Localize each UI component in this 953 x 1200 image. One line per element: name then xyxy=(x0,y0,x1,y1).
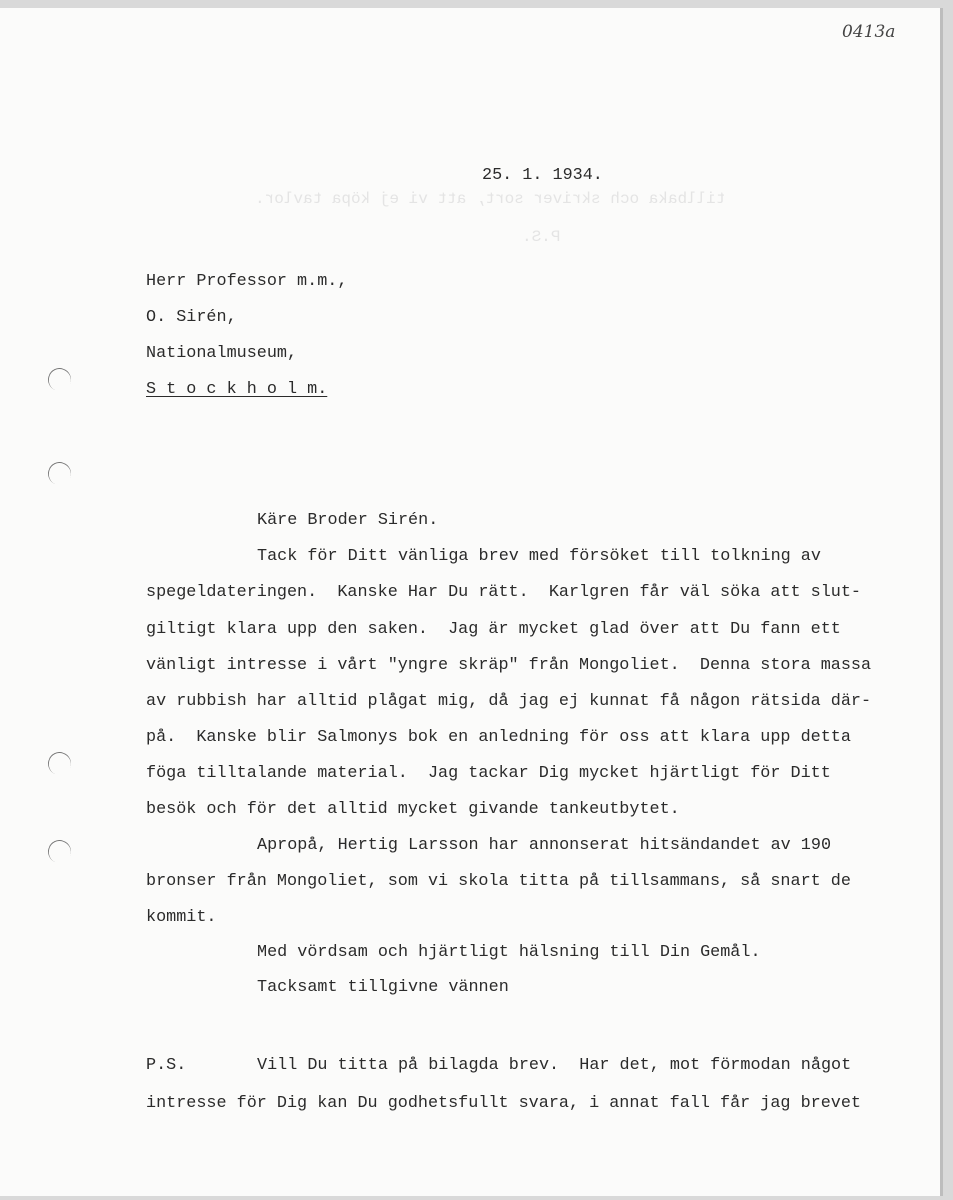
body-line: besök och för det alltid mycket givande tankeutbytet. xyxy=(146,800,680,819)
body-line: giltigt klara upp den saken. Jag är mycket glad över att Du fann ett xyxy=(146,620,841,639)
body-line: Tack för Ditt vänliga brev med försöket till tolkning av xyxy=(257,547,821,566)
closing-line: Tacksamt tillgivne vännen xyxy=(257,978,509,997)
address-line: O. Sirén, xyxy=(146,308,237,327)
body-line: vänligt intresse i vårt "yngre skräp" från Mongoliet. Denna stora massa xyxy=(146,656,872,675)
ps-line: Vill Du titta på bilagda brev. Har det, mot förmodan något xyxy=(257,1056,852,1075)
bleed-through-text: P.S. xyxy=(522,228,561,246)
body-line: av rubbish har alltid plågat mig, då jag ej kunnat få någon rätsida där- xyxy=(146,692,872,711)
body-line: kommit. xyxy=(146,908,217,927)
catalog-number: 0413a xyxy=(842,22,896,42)
letter-date: 25. 1. 1934. xyxy=(482,166,603,185)
body-line: Apropå, Hertig Larsson har annonserat hitsändandet av 190 xyxy=(257,836,832,855)
bleed-through-text: tillbaka och skriver sort, att vi ej köpa tavlor. xyxy=(255,190,726,208)
body-line: bronser från Mongoliet, som vi skola titta på tillsammans, så snart de xyxy=(146,872,851,891)
ps-label: P.S. xyxy=(146,1056,187,1075)
address-line: Nationalmuseum, xyxy=(146,344,298,363)
address-line: Herr Professor m.m., xyxy=(146,272,348,291)
body-line: på. Kanske blir Salmonys bok en anledning för oss att klara upp detta xyxy=(146,728,851,747)
salutation: Käre Broder Sirén. xyxy=(257,511,439,530)
ps-line: intresse för Dig kan Du godhetsfullt svara, i annat fall får jag brevet xyxy=(146,1094,861,1113)
body-line: föga tilltalande material. Jag tackar Dig mycket hjärtligt för Ditt xyxy=(146,764,831,783)
address-city: S t o c k h o l m. xyxy=(146,380,328,399)
body-line: spegeldateringen. Kanske Har Du rätt. Karlgren får väl söka att slut- xyxy=(146,583,861,602)
closing-line: Med vördsam och hjärtligt hälsning till Din Gemål. xyxy=(257,943,761,962)
